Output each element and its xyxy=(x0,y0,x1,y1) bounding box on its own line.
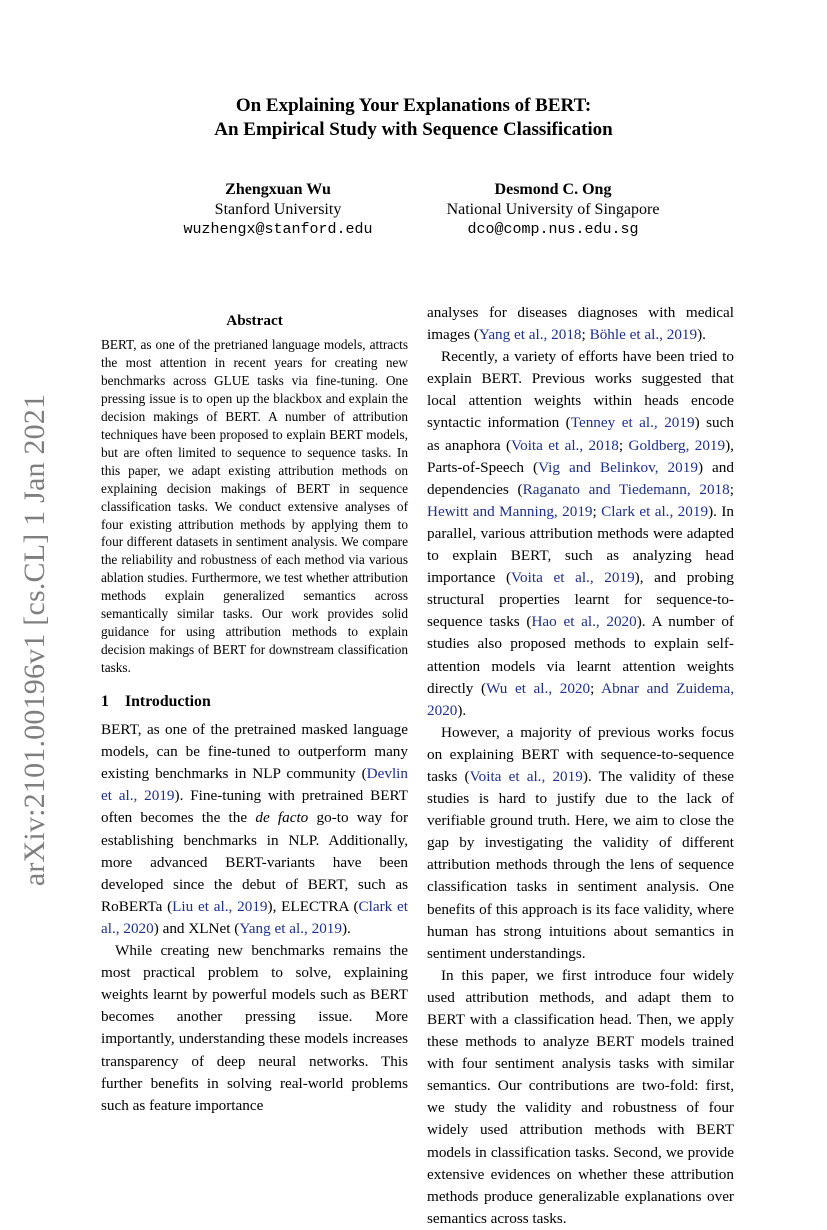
text-run: ). In parallel, various attribution methods were adapted to explain BERT, such as analyzing head importance ( xyxy=(427,502,734,587)
citation-link[interactable]: Hewitt and Manning, 2019 xyxy=(427,502,593,520)
text-run: ; xyxy=(618,436,629,454)
text-run: ), Parts-of-Speech ( xyxy=(427,436,734,476)
text-run: ). xyxy=(342,919,351,937)
left-column xyxy=(101,310,408,1117)
text-run: ). xyxy=(457,701,467,719)
citation-link[interactable]: Hao et al., 2020 xyxy=(531,613,637,631)
text-run: BERT, as one of the pretrained masked language models, can be fine-tuned to outperform many existing benchmarks in NLP community ( xyxy=(101,721,408,783)
paper-title-line-1: On Explaining Your Explanations of BERT: xyxy=(235,95,592,116)
text-run: analyses for diseases diagnoses with medical images ( xyxy=(427,304,734,344)
author-block-1 xyxy=(128,180,428,240)
text-run: ) and dependencies ( xyxy=(427,458,734,498)
paper-title-line-2: An Empirical Study with Sequence Classification xyxy=(214,119,613,140)
text-run: ), and probing structural properties learnt for sequence-to-sequence tasks ( xyxy=(427,569,735,631)
intro-paragraph-5: In this paper, we first introduce four widely used attribution methods, and adapt them to BERT with a classification head. Then, we apply these methods to analyze BERT models trained with four sentiment analysis tasks with similar semantics. Our contributions are two-fold: first, we study the validity and robustness of four widely used attribution methods with BERT models in classification tasks. Second, we provide extensive evidences on whether these attribution methods produce generalizable explanations over semantics across tasks. xyxy=(427,966,734,1227)
citation-link[interactable]: Yang et al., 2018 xyxy=(478,326,582,344)
citation-link[interactable]: Voita et al., 2018 xyxy=(511,436,619,454)
arxiv-sidebar xyxy=(16,380,54,900)
emphasis-text: de facto xyxy=(255,809,309,827)
citation-link[interactable]: Clark et al., 2019 xyxy=(601,502,709,520)
citation-link[interactable]: Clark et al., 2020 xyxy=(101,897,409,937)
text-run: ). A number of studies also proposed methods to explain self-attention models via learnt attention weights directly ( xyxy=(427,613,734,697)
citation-link[interactable]: Tenney et al., 2019 xyxy=(570,414,695,432)
text-run: Recently, a variety of efforts have been tried to explain BERT. Previous works suggested that local attention weights within heads encode syntactic information ( xyxy=(427,348,734,432)
intro-paragraph-2-continued xyxy=(427,302,734,346)
intro-paragraph-2: While creating new benchmarks remains the most practical problem to solve, explaining weights learnt by powerful models such as BERT becomes another pressing issue. More importantly, understanding these models increases transparency of deep neural networks. This further benefits in solving real-world problems such as feature importance xyxy=(101,942,408,1114)
text-run: ; xyxy=(590,679,602,697)
author-name: Zhengxuan Wu xyxy=(225,181,331,198)
author-email[interactable]: wuzhengx@stanford.edu xyxy=(183,221,373,238)
text-run: However, a majority of previous works focus on explaining BERT with sequence-to-sequence tasks ( xyxy=(427,723,734,785)
text-run: go-to way for establishing benchmarks in NLP. Additionally, more advanced BERT-variants have been developed since the debut of BERT, such as RoBERTa ( xyxy=(101,809,409,915)
text-run: ) such as anaphora ( xyxy=(427,414,734,454)
author-name: Desmond C. Ong xyxy=(494,181,612,198)
citation-link[interactable]: Goldberg, 2019 xyxy=(628,436,726,454)
citation-link[interactable]: Abnar and Zuidema, 2020 xyxy=(427,679,734,719)
text-run: ; xyxy=(592,502,602,520)
author-affiliation: Stanford University xyxy=(214,201,342,218)
text-run: ). xyxy=(697,326,706,344)
section-number: 1 xyxy=(101,693,109,711)
citation-link[interactable]: Wu et al., 2020 xyxy=(486,679,591,697)
text-run: ). Fine-tuning with pretrained BERT often becomes the the xyxy=(101,787,408,827)
author-email[interactable]: dco@comp.nus.edu.sg xyxy=(467,221,639,238)
citation-link[interactable]: Voita et al., 2019 xyxy=(511,569,635,587)
intro-paragraph-1 xyxy=(101,719,408,940)
citation-link[interactable]: Yang et al., 2019 xyxy=(239,919,342,937)
abstract-text: BERT, as one of the pretrianed language models, attracts the most attention in recent years for creating new benchmarks across GLUE tasks via fine-tuning. One pressing issue is to open up the blackbox and explain the decision makings of BERT. A number of attribution techniques have been proposed to explain BERT models, but are often limited to sequence to sequence tasks. In this paper, we adapt existing attribution methods on explaining decision makings of BERT in sequence classification tasks. We conduct extensive analyses of four existing attribution methods by applying them to four different datasets in sentiment analysis. We compare the reliability and robustness of each method via various ablation studies. Furthermore, we test whether attribution methods explain generalized semantics across semantically similar tasks. Our work provides solid guidance for using attribution methods to explain decision makings of BERT for downstream classification tasks. xyxy=(101,337,408,676)
citation-link[interactable]: Vig and Belinkov, 2019 xyxy=(538,458,698,476)
intro-paragraph-3 xyxy=(427,346,734,722)
author-affiliation: National University of Singapore xyxy=(446,201,660,218)
abstract-heading: Abstract xyxy=(226,312,283,329)
citation-link[interactable]: Böhle et al., 2019 xyxy=(589,326,698,344)
right-column xyxy=(427,302,734,1230)
citation-link[interactable]: Voita et al., 2019 xyxy=(469,767,583,785)
text-run: ) and XLNet ( xyxy=(153,919,240,937)
citation-link[interactable]: Devlin et al., 2019 xyxy=(101,765,408,805)
section-title: Introduction xyxy=(125,693,211,711)
citation-link[interactable]: Liu et al., 2019 xyxy=(172,897,268,915)
intro-paragraph-4 xyxy=(427,722,734,965)
text-run: ), ELECTRA ( xyxy=(267,897,359,915)
section-heading-introduction xyxy=(101,691,408,713)
arxiv-identifier: arXiv:2101.00196v1 [cs.CL] 1 Jan 2021 xyxy=(18,393,51,887)
text-run: ; xyxy=(581,326,590,344)
text-run: ; xyxy=(729,480,734,498)
citation-link[interactable]: Raganato and Tiedemann, 2018 xyxy=(522,480,730,498)
text-run: ). The validity of these studies is hard to justify due to the lack of verifiable ground truth. Here, we aim to close the gap by investigating the validity of different attribution methods through the lens of sequence classification tasks in sentiment analysis. One benefits of this approach is its face validity, where human has strong intuitions about semantics in sentiment understandings. xyxy=(427,767,735,962)
author-block-2 xyxy=(403,180,703,240)
